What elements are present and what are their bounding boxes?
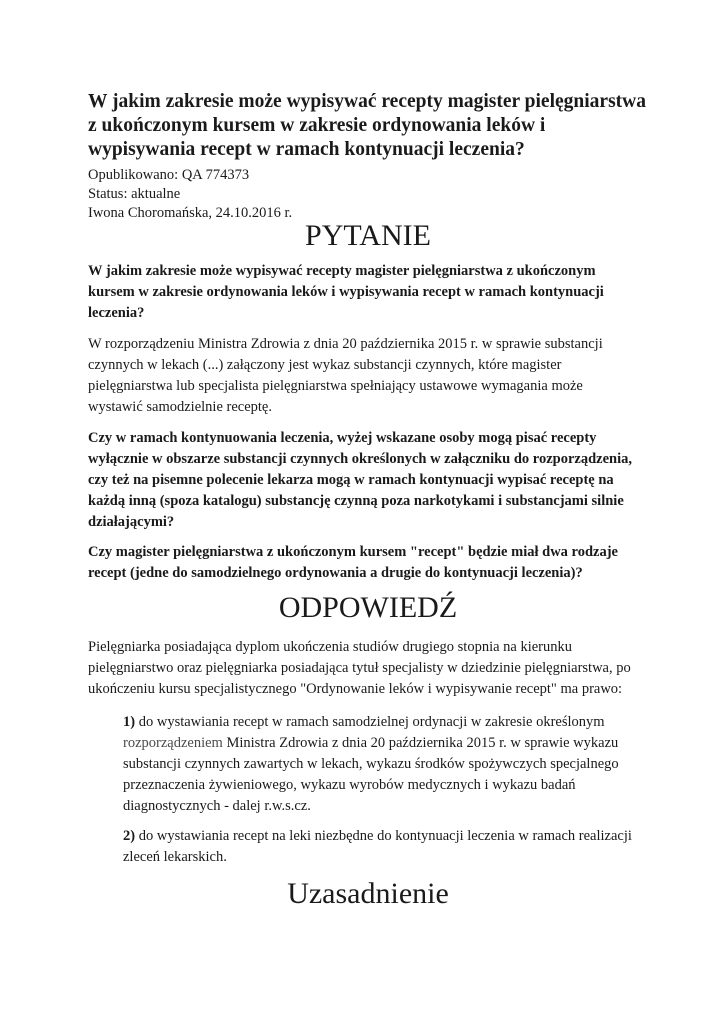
answer-heading: ODPOWIEDŹ [278,591,458,624]
status-info: Status: aktualne [88,186,181,202]
author-date: Iwona Choromańska, 24.10.2016 r. [88,205,293,221]
question-detail: Czy w ramach kontynuowania leczenia, wyżej wskazane osoby mogą pisać recepty wyłącznie w obszarze substancji czynnych określonych w załączniku do rozporządzenia, czy też na pisemne polecenie lekarza mogą w ramach kontynuacji wypisać receptę na każdą inną (spoza katalogu) substancję czynną poza narkotykami i substancjami silnie działającymi? [88,430,632,530]
question-context: W rozporządzeniu Ministra Zdrowia z dnia 20 października 2015 r. w sprawie substancji czynnych w lekach (...) załączony jest wykaz substancji czynnych, które magister pielęgniarstwa lub specjalista pielęgniarstwa spełniający ustawowe wymagania może wystawić samodzielnie receptę. [88,336,603,415]
answer-item-1 [123,712,643,817]
document-title: W jakim zakresie może wypisywać recepty magister pielęgniarstwa z ukończonym kursem w zakresie ordynowania leków i wypisywania recept w ramach kontynuacji leczenia? [88,91,646,160]
justification-heading: Uzasadnienie [287,877,449,910]
item-text: do wystawiania recept na leki niezbędne do kontynuacji leczenia w ramach realizacji zleceń lekarskich. [123,828,632,865]
document-meta [88,166,292,223]
item-text: do wystawiania recept w ramach samodzielnej ordynacji w zakresie określonym [135,714,605,730]
item-number: 2) [123,828,136,844]
answer-intro: Pielęgniarka posiadająca dyplom ukończenia studiów drugiego stopnia na kierunku pielęgniarstwo oraz pielęgniarka posiadająca tytuł specjalisty w dziedzinie pielęgniarstwa, po ukończeniu kursu specjalistycznego "Ordynowanie leków i wypisywanie recept" ma prawo: [88,639,631,697]
regulation-link[interactable]: rozporządzeniem [123,735,223,751]
question-recipe-types: Czy magister pielęgniarstwa z ukończonym kursem "recept" będzie miał dwa rodzaje recept (jedne do samodzielnego ordynowania a drugie do kontynuacji leczenia)? [88,544,618,581]
question-main: W jakim zakresie może wypisywać recepty magister pielęgniarstwa z ukończonym kursem w zakresie ordynowania leków i wypisywania recept w ramach kontynuacji leczenia? [88,263,604,321]
question-heading: PYTANIE [305,219,431,252]
item-number: 1) [123,714,136,730]
answer-item-2 [123,826,643,868]
item-text: Ministra Zdrowia z dnia 20 października 2015 r. w sprawie wykazu substancji czynnych zawartych w lekach, wykazu środków spożywczych specjalnego przeznaczenia żywieniowego, wykazu wyrobów medycznych i wykazu badań diagnostycznych - dalej r.w.s.cz. [123,735,619,814]
published-info: Opublikowano: QA 774373 [88,167,250,183]
